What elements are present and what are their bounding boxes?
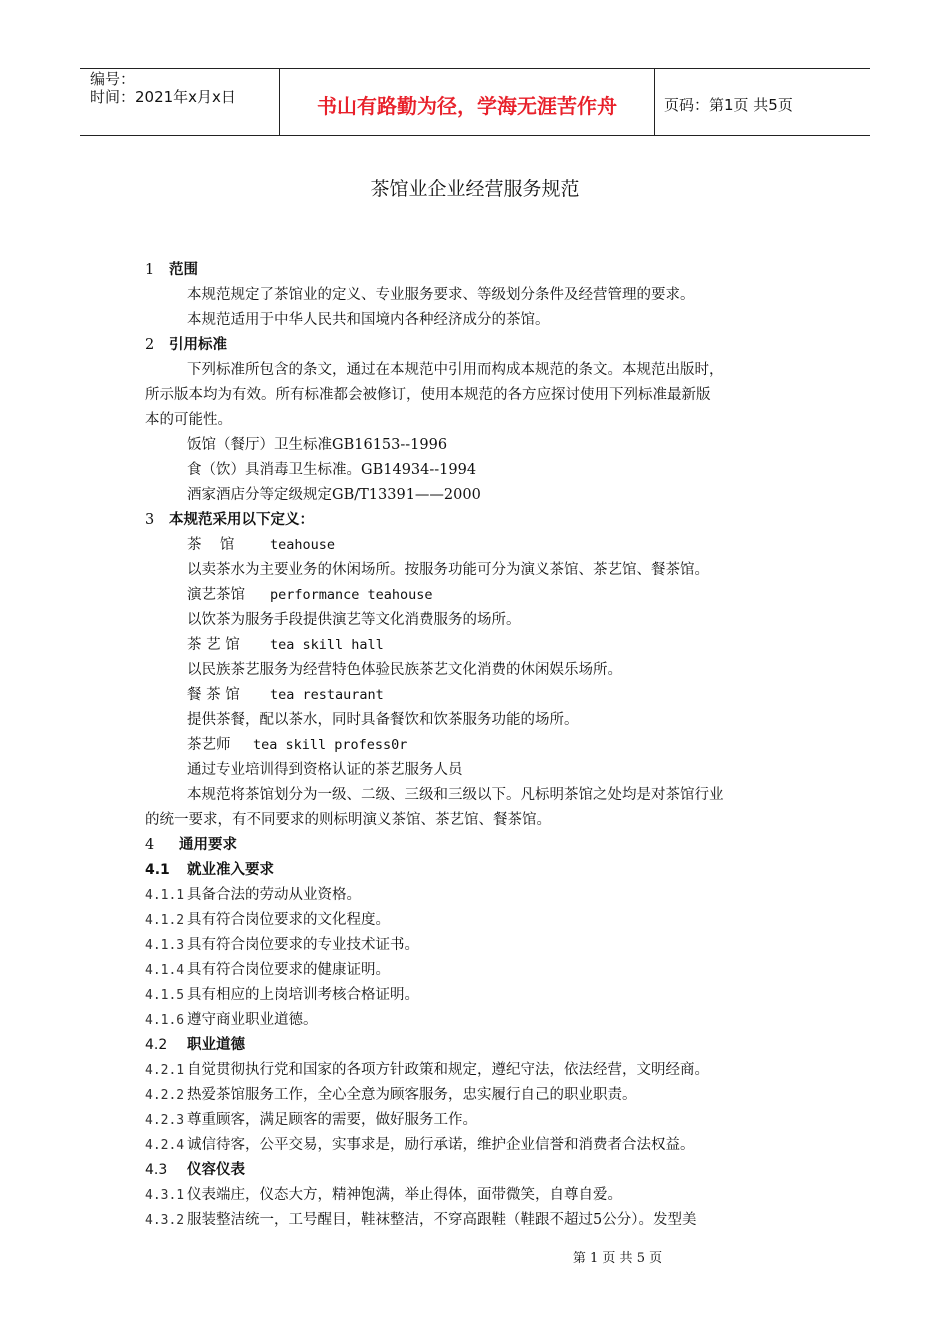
section-number: 2 [145, 337, 155, 353]
term-english: teahouse [270, 537, 336, 553]
subsection-number: 4.3 [145, 1162, 168, 1178]
clause-item [145, 933, 825, 958]
clause-item [145, 1208, 825, 1233]
clause-number: 4.1.6 [145, 1013, 185, 1028]
header-meta [90, 70, 236, 106]
subsection-heading [145, 1158, 825, 1183]
document-body [145, 258, 825, 1233]
term-english: tea skill profess0r [253, 737, 408, 753]
clause-item [145, 908, 825, 933]
paragraph-line: 本规范规定了茶馆业的定义、专业服务要求、等级划分条件及经营管理的要求。 [187, 287, 695, 303]
definition-term [145, 583, 825, 608]
section-number: 4 [145, 837, 155, 853]
clause-text: 具有符合岗位要求的文化程度。 [187, 912, 390, 928]
section-heading [145, 258, 825, 283]
term-chinese: 茶艺师 [187, 737, 231, 753]
clause-item [145, 883, 825, 908]
clause-text: 尊重顾客，满足顾客的需要，做好服务工作。 [187, 1112, 477, 1128]
term-english: tea restaurant [270, 687, 384, 703]
header-page-info: 页码：第1页 共5页 [664, 96, 793, 114]
definition-text: 通过专业培训得到资格认证的茶艺服务人员 [187, 762, 463, 778]
subsection-number: 4.2 [145, 1037, 168, 1053]
clause-text: 具备合法的劳动从业资格。 [187, 887, 361, 903]
clause-item [145, 1133, 825, 1158]
clause-number: 4.1.3 [145, 938, 185, 953]
clause-number: 4.3.1 [145, 1188, 185, 1203]
clause-number: 4.1.1 [145, 888, 185, 903]
clause-number: 4.1.4 [145, 963, 185, 978]
clause-item [145, 1058, 825, 1083]
subsection-heading [145, 1033, 825, 1058]
header-number-label: 编号： [90, 70, 136, 88]
clause-number: 4.2.1 [145, 1063, 185, 1078]
clause-text: 具有符合岗位要求的健康证明。 [187, 962, 390, 978]
clause-number: 4.2.3 [145, 1113, 185, 1128]
definition-term [145, 733, 825, 758]
section-heading [145, 833, 825, 858]
definition-term [145, 633, 825, 658]
clause-number: 4.1.5 [145, 988, 185, 1003]
document-title: 茶馆业企业经营服务规范 [370, 178, 580, 200]
clause-text: 遵守商业职业道德。 [187, 1012, 318, 1028]
paragraph-line: 下列标准所包含的条文，通过在本规范中引用而构成本规范的条文。本规范出版时， [187, 362, 724, 378]
header-divider-right [654, 68, 655, 136]
clause-number: 4.1.2 [145, 913, 185, 928]
definition-text: 以饮茶为服务手段提供演艺等文化消费服务的场所。 [187, 612, 521, 628]
term-chinese: 餐 茶 馆 [187, 687, 240, 703]
paragraph-line: 本规范适用于中华人民共和国境内各种经济成分的茶馆。 [187, 312, 550, 328]
header-date: 时间：2021年x月x日 [90, 88, 236, 106]
clause-item [145, 1008, 825, 1033]
clause-number: 4.3.2 [145, 1213, 185, 1228]
definition-text: 提供茶餐，配以茶水，同时具备餐饮和饮茶服务功能的场所。 [187, 712, 579, 728]
clause-item [145, 1183, 825, 1208]
clause-number: 4.2.2 [145, 1088, 185, 1103]
section-heading [145, 333, 825, 358]
term-chinese: 茶 馆 [187, 537, 235, 553]
section-title: 范围 [169, 262, 198, 278]
section-title: 引用标准 [169, 337, 227, 353]
paragraph-line: 本的可能性。 [145, 412, 232, 428]
standard-reference: 饭馆（餐厅）卫生标准GB16153--1996 [187, 437, 448, 453]
subsection-title: 就业准入要求 [187, 862, 274, 878]
clause-text: 热爱茶馆服务工作，全心全意为顾客服务，忠实履行自己的职业职责。 [187, 1087, 637, 1103]
clause-number: 4.2.4 [145, 1138, 185, 1153]
paragraph-line: 的统一要求，有不同要求的则标明演义茶馆、茶艺馆、餐茶馆。 [145, 812, 551, 828]
section-title: 本规范采用以下定义： [169, 512, 314, 528]
section-heading [145, 508, 825, 533]
term-chinese: 演艺茶馆 [187, 587, 245, 603]
definition-term [145, 533, 825, 558]
subsection-title: 职业道德 [187, 1037, 245, 1053]
section-title: 通用要求 [179, 837, 237, 853]
term-chinese: 茶 艺 馆 [187, 637, 240, 653]
clause-text: 诚信待客，公平交易，实事求是，励行承诺，维护企业信誉和消费者合法权益。 [187, 1137, 695, 1153]
standard-reference: 酒家酒店分等定级规定GB/T13391——2000 [187, 487, 481, 503]
standard-reference: 食（饮）具消毒卫生标准。GB14934--1994 [187, 462, 477, 478]
section-number: 1 [145, 262, 155, 278]
header-bottom-rule [80, 135, 870, 136]
paragraph-line: 所示版本均为有效。所有标准都会被修订，使用本规范的各方应探讨使用下列标准最新版 [145, 387, 711, 403]
clause-text: 具有相应的上岗培训考核合格证明。 [187, 987, 419, 1003]
clause-item [145, 958, 825, 983]
header-motto: 书山有路勤为径，学海无涯苦作舟 [317, 94, 617, 118]
clause-text: 服装整洁统一，工号醒目，鞋袜整洁，不穿高跟鞋（鞋跟不超过5公分）。发型美 [187, 1212, 697, 1228]
clause-text: 具有符合岗位要求的专业技术证书。 [187, 937, 419, 953]
definition-text: 以卖茶水为主要业务的休闲场所。按服务功能可分为演义茶馆、茶艺馆、餐茶馆。 [187, 562, 709, 578]
subsection-title: 仪容仪表 [187, 1162, 245, 1178]
subsection-heading [145, 858, 825, 883]
clause-item [145, 983, 825, 1008]
clause-item [145, 1083, 825, 1108]
definition-text: 以民族茶艺服务为经营特色体验民族茶艺文化消费的休闲娱乐场所。 [187, 662, 622, 678]
clause-text: 自觉贯彻执行党和国家的各项方针政策和规定，遵纪守法，依法经营，文明经商。 [187, 1062, 709, 1078]
clause-text: 仪表端庄，仪态大方，精神饱满，举止得体，面带微笑，自尊自爱。 [187, 1187, 622, 1203]
subsection-number: 4.1 [145, 862, 170, 878]
definition-term [145, 683, 825, 708]
term-english: tea skill hall [270, 637, 384, 653]
term-english: performance teahouse [270, 587, 433, 603]
header-top-rule [80, 68, 870, 69]
clause-item [145, 1108, 825, 1133]
section-number: 3 [145, 512, 155, 528]
page-footer: 第 1 页 共 5 页 [572, 1251, 663, 1266]
paragraph-line: 本规范将茶馆划分为一级、二级、三级和三级以下。凡标明茶馆之处均是对茶馆行业 [187, 787, 724, 803]
